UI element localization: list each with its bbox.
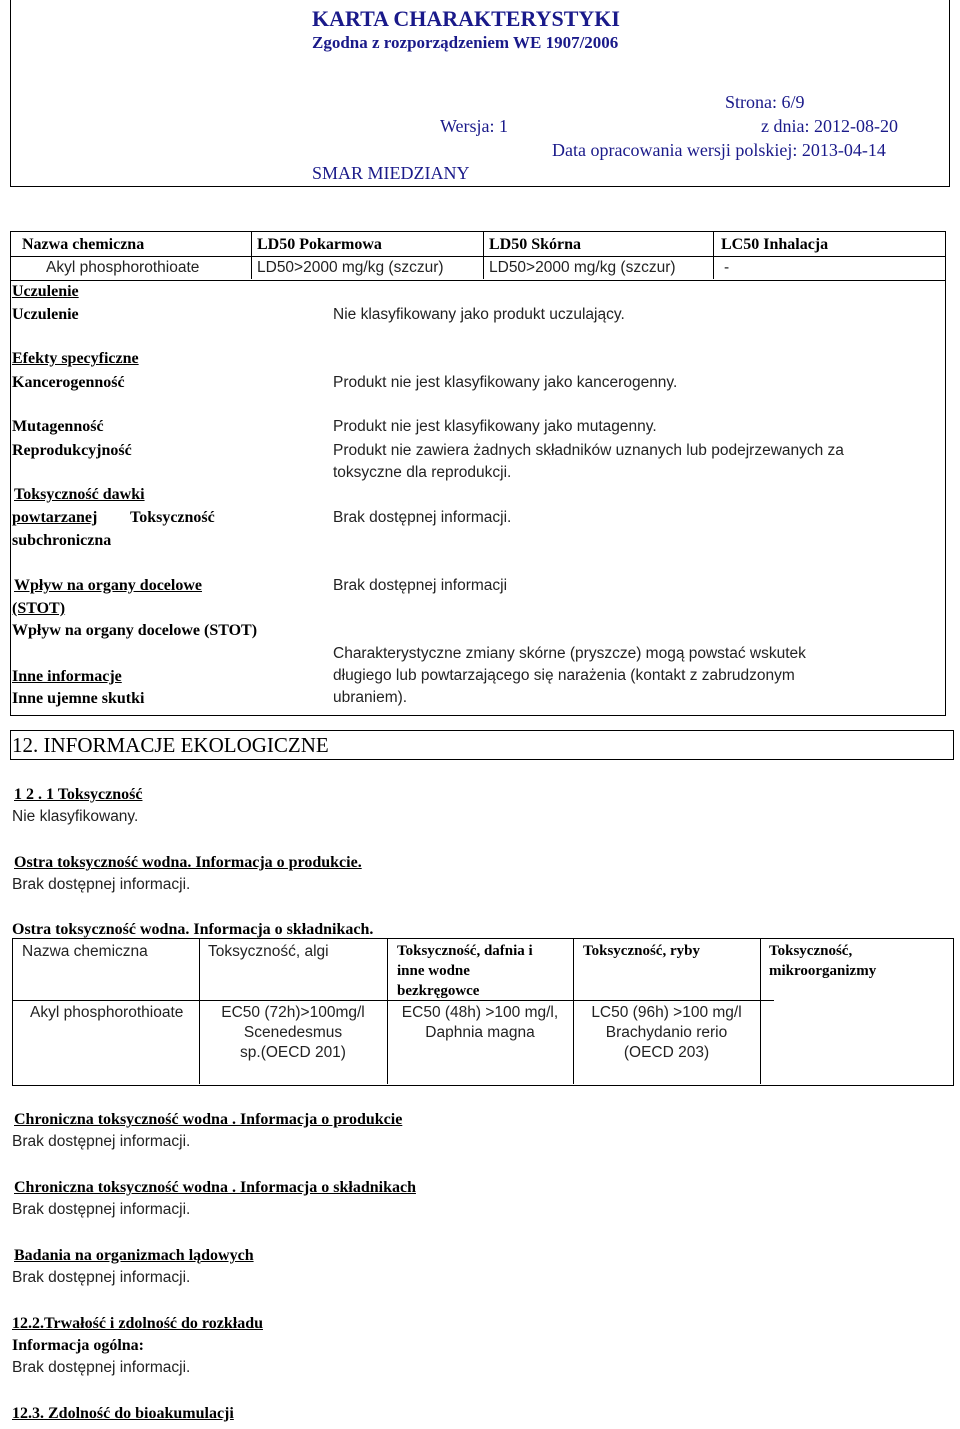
reprodukcyjnosc-value-line1: Produkt nie zawiera żadnych składników uznanych lub podejrzewanych za: [333, 442, 844, 459]
ld50-cell-name: Akyl phosphorothioate: [46, 259, 200, 276]
ostra-produkt-heading: Ostra toksyczność wodna. Informacja o produkcie.: [14, 854, 362, 871]
stot-heading-line1: Wpływ na organy docelowe: [14, 577, 202, 594]
chron-skladniki-heading: Chroniczna toksyczność wodna . Informacja o składnikach: [14, 1179, 416, 1196]
reprodukcyjnosc-value-line2: toksyczne dla reprodukcji.: [333, 464, 512, 481]
s122-subheading: Informacja ogólna:: [12, 1337, 144, 1354]
aquatic-cell-algi-line2: Scenedesmus: [243, 1024, 343, 1041]
reprodukcyjnosc-label: Reprodukcyjność: [12, 442, 132, 459]
inne-heading: Inne informacje: [12, 668, 122, 685]
dawki-value: Brak dostępnej informacji.: [333, 509, 512, 526]
inne-value-line2: długiego lub powtarzającego się narażenia (kontakt z zabrudzonym: [333, 667, 795, 684]
ld50-header-inhalation: LC50 Inhalacja: [721, 236, 829, 253]
ld50-header-oral: LD50 Pokarmowa: [257, 236, 382, 253]
aquatic-header-algi: Toksyczność, algi: [208, 943, 329, 960]
badania-value: Brak dostępnej informacji.: [12, 1269, 191, 1286]
aquatic-cell-name: Akyl phosphorothioate: [30, 1004, 184, 1021]
dawki-heading-line2: powtarzanej: [12, 509, 98, 526]
version: Wersja: 1: [440, 116, 509, 136]
dawki-heading-line1: Toksyczność dawki: [14, 486, 145, 503]
aquatic-header-dafnia-line3: bezkręgowce: [397, 983, 480, 999]
ld50-cell-dermal: LD50>2000 mg/kg (szczur): [489, 259, 676, 276]
dawki-label-line2: subchroniczna: [12, 532, 112, 549]
ostra-skladniki-heading: Ostra toksyczność wodna. Informacja o składnikach.: [12, 921, 374, 938]
stot-heading-line2: (STOT): [12, 600, 66, 617]
aquatic-cell-ryby-line1: LC50 (96h) >100 mg/l: [591, 1004, 742, 1021]
s122-heading: 12.2.Trwałość i zdolność do rozkładu: [12, 1315, 263, 1332]
kancerogennosc-label: Kancerogenność: [12, 374, 125, 391]
aquatic-header-mikro-line2: mikroorganizmy: [769, 963, 877, 979]
aquatic-cell-algi-line3: sp.(OECD 201): [240, 1044, 346, 1061]
inne-label: Inne ujemne skutki: [12, 690, 145, 707]
s123-heading: 12.3. Zdolność do bioakumulacji: [12, 1405, 234, 1422]
aquatic-cell-dafnia-line1: EC50 (48h) >100 mg/l,: [401, 1004, 559, 1021]
ld50-cell-inhalation: -: [724, 259, 730, 276]
mutagennosc-label: Mutagenność: [12, 418, 104, 435]
mutagennosc-value: Produkt nie jest klasyfikowany jako mutagenny.: [333, 418, 657, 435]
kancerogennosc-value: Produkt nie jest klasyfikowany jako kancerogenny.: [333, 374, 678, 391]
aquatic-cell-ryby-line2: Brachydanio rerio: [605, 1024, 728, 1041]
uczulenie-heading: Uczulenie: [12, 283, 79, 300]
s122-value: Brak dostępnej informacji.: [12, 1359, 191, 1376]
product-name: SMAR MIEDZIANY: [312, 163, 470, 183]
polish-version-date: Data opracowania wersji polskiej: 2013-04-14: [552, 140, 886, 160]
document-subtitle: Zgodna z rozporządzeniem WE 1907/2006: [312, 33, 619, 52]
uczulenie-value: Nie klasyfikowany jako produkt uczulający.: [333, 306, 625, 323]
aquatic-header-dafnia-line1: Toksyczność, dafnia i: [397, 943, 533, 959]
issue-date: z dnia: 2012-08-20: [761, 116, 898, 136]
aquatic-header-mikro-line1: Toksyczność,: [769, 943, 853, 959]
chron-produkt-heading: Chroniczna toksyczność wodna . Informacja o produkcie: [14, 1111, 403, 1128]
ld50-cell-oral: LD50>2000 mg/kg (szczur): [257, 259, 444, 276]
aquatic-cell-algi-line1: EC50 (72h)>100mg/l: [221, 1004, 365, 1021]
section12-title: 12. INFORMACJE EKOLOGICZNE: [12, 733, 329, 757]
chron-skladniki-value: Brak dostępnej informacji.: [12, 1201, 191, 1218]
document-title: KARTA CHARAKTERYSTYKI: [312, 6, 620, 31]
dawki-label-line1: Toksyczność: [130, 509, 215, 526]
efekty-heading: Efekty specyficzne: [12, 350, 139, 367]
inne-value-line3: ubraniem).: [333, 689, 408, 706]
ld50-header-dermal: LD50 Skórna: [489, 236, 582, 253]
ostra-produkt-value: Brak dostępnej informacji.: [12, 876, 191, 893]
page-number: Strona: 6/9: [725, 92, 805, 112]
chron-produkt-value: Brak dostępnej informacji.: [12, 1133, 191, 1150]
badania-heading: Badania na organizmach lądowych: [14, 1247, 254, 1264]
stot-label: Wpływ na organy docelowe (STOT): [12, 622, 258, 639]
s121-heading: 1 2 . 1 Toksyczność: [14, 786, 143, 803]
aquatic-header-name: Nazwa chemiczna: [22, 943, 148, 960]
s121-value: Nie klasyfikowany.: [12, 808, 139, 825]
uczulenie-label: Uczulenie: [12, 306, 79, 323]
aquatic-cell-dafnia-line2: Daphnia magna: [425, 1024, 535, 1041]
aquatic-header-dafnia-line2: inne wodne: [397, 963, 470, 979]
aquatic-cell-ryby-line3: (OECD 203): [623, 1044, 710, 1061]
inne-value-line1: Charakterystyczne zmiany skórne (pryszcze) mogą powstać wskutek: [333, 645, 806, 662]
aquatic-header-ryby: Toksyczność, ryby: [583, 943, 700, 959]
stot-value: Brak dostępnej informacji: [333, 577, 508, 594]
ld50-header-name: Nazwa chemiczna: [22, 236, 145, 253]
